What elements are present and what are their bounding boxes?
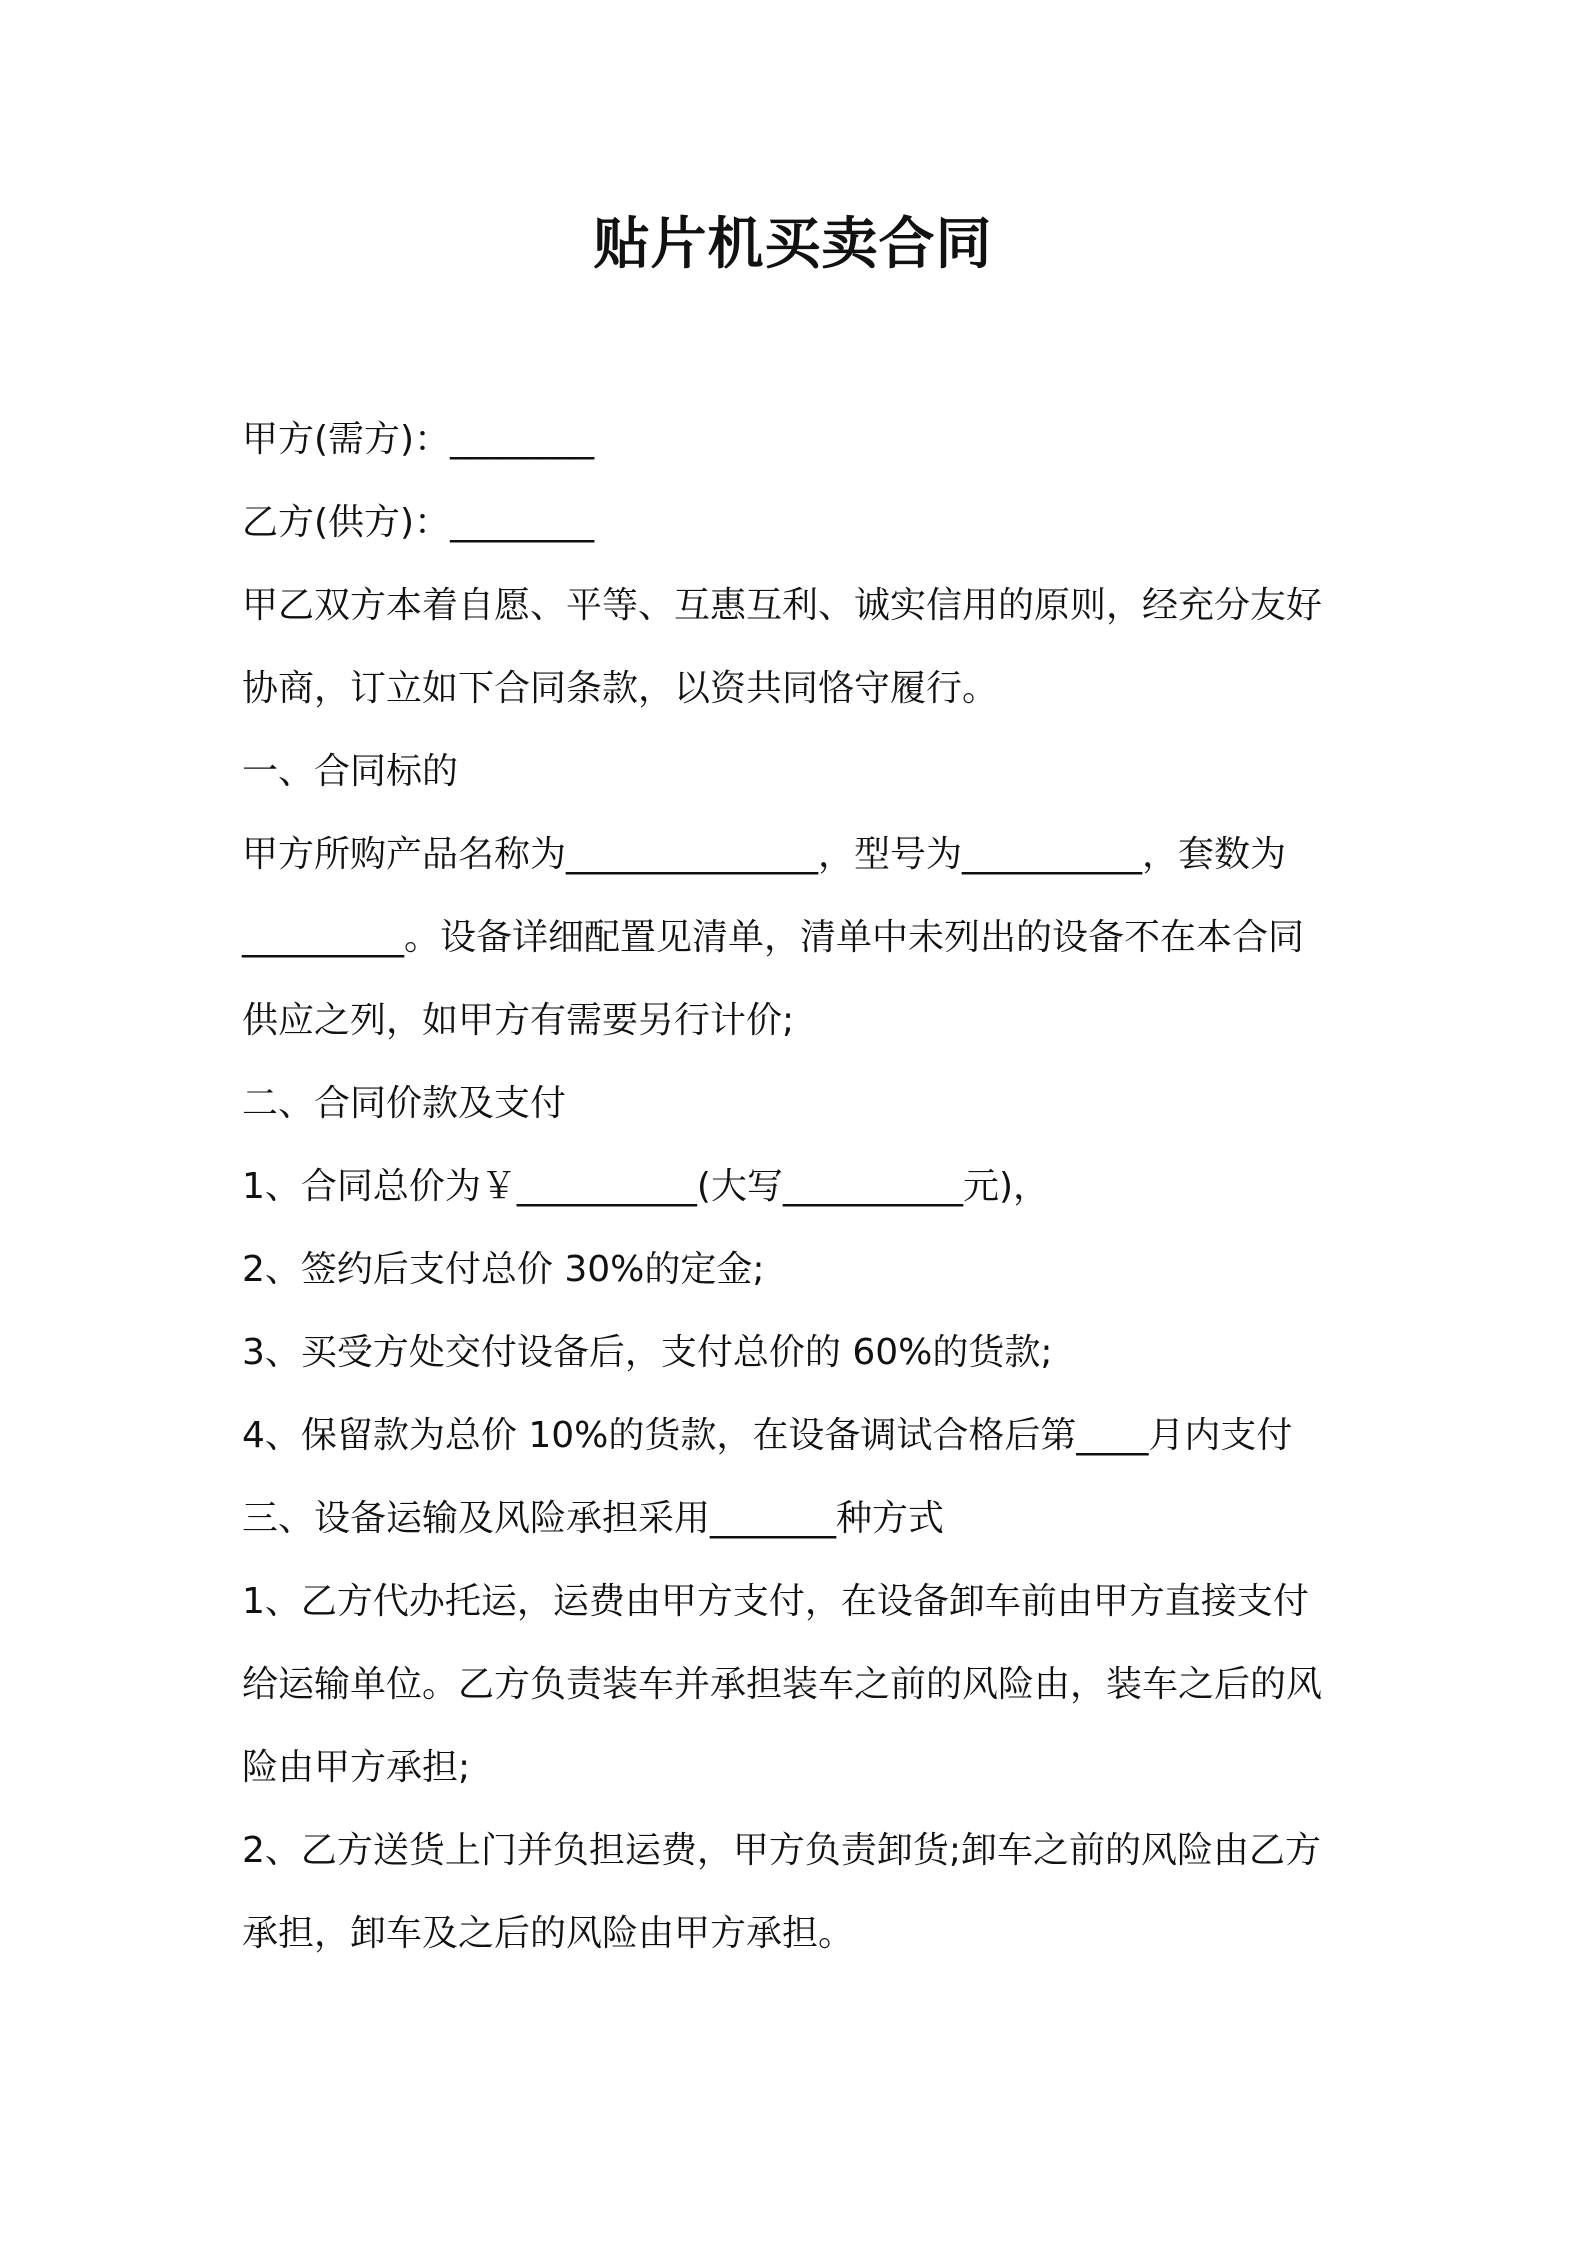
party-b-line: 乙方(供方)：________ — [242, 502, 595, 543]
preamble-line-2: 协商，订立如下合同条款，以资共同恪守履行。 — [242, 668, 999, 709]
party-a-line: 甲方(需方)：________ — [242, 419, 595, 460]
section-2-item-1: 1、合同总价为￥__________(大写__________元)， — [242, 1166, 1049, 1207]
section-1-line-3: 供应之列，如甲方有需要另行计价; — [242, 1000, 795, 1041]
section-1-line-1: 甲方所购产品名称为______________，型号为__________，套数为 — [242, 834, 1287, 875]
section-1-line-2: _________。设备详细配置见清单，清单中未列出的设备不在本合同 — [242, 917, 1305, 958]
section-3-item-1-line-2: 给运输单位。乙方负责装车并承担装车之前的风险由，装车之后的风 — [242, 1664, 1323, 1705]
document-title: 贴片机买卖合同 — [593, 212, 993, 277]
section-2-item-4: 4、保留款为总价 10%的货款，在设备调试合格后第____月内支付 — [242, 1415, 1293, 1456]
section-2-heading: 二、合同价款及支付 — [242, 1083, 567, 1124]
section-2-item-2: 2、签约后支付总价 30%的定金; — [242, 1249, 765, 1290]
section-1-heading: 一、合同标的 — [242, 751, 459, 792]
document-body — [242, 398, 1372, 1975]
preamble-line-1: 甲乙双方本着自愿、平等、互惠互利、诚实信用的原则，经充分友好 — [242, 585, 1323, 626]
section-2-item-3: 3、买受方处交付设备后，支付总价的 60%的货款; — [242, 1332, 1053, 1373]
section-3-item-2-line-1: 2、乙方送货上门并负担运费，甲方负责卸货;卸车之前的风险由乙方 — [242, 1830, 1322, 1871]
section-3-item-1-line-3: 险由甲方承担; — [242, 1747, 471, 1788]
section-3-item-1-line-1: 1、乙方代办托运，运费由甲方支付，在设备卸车前由甲方直接支付 — [242, 1581, 1309, 1622]
section-3-item-2-line-2: 承担，卸车及之后的风险由甲方承担。 — [242, 1913, 855, 1954]
section-3-heading: 三、设备运输及风险承担采用_______种方式 — [242, 1498, 945, 1539]
